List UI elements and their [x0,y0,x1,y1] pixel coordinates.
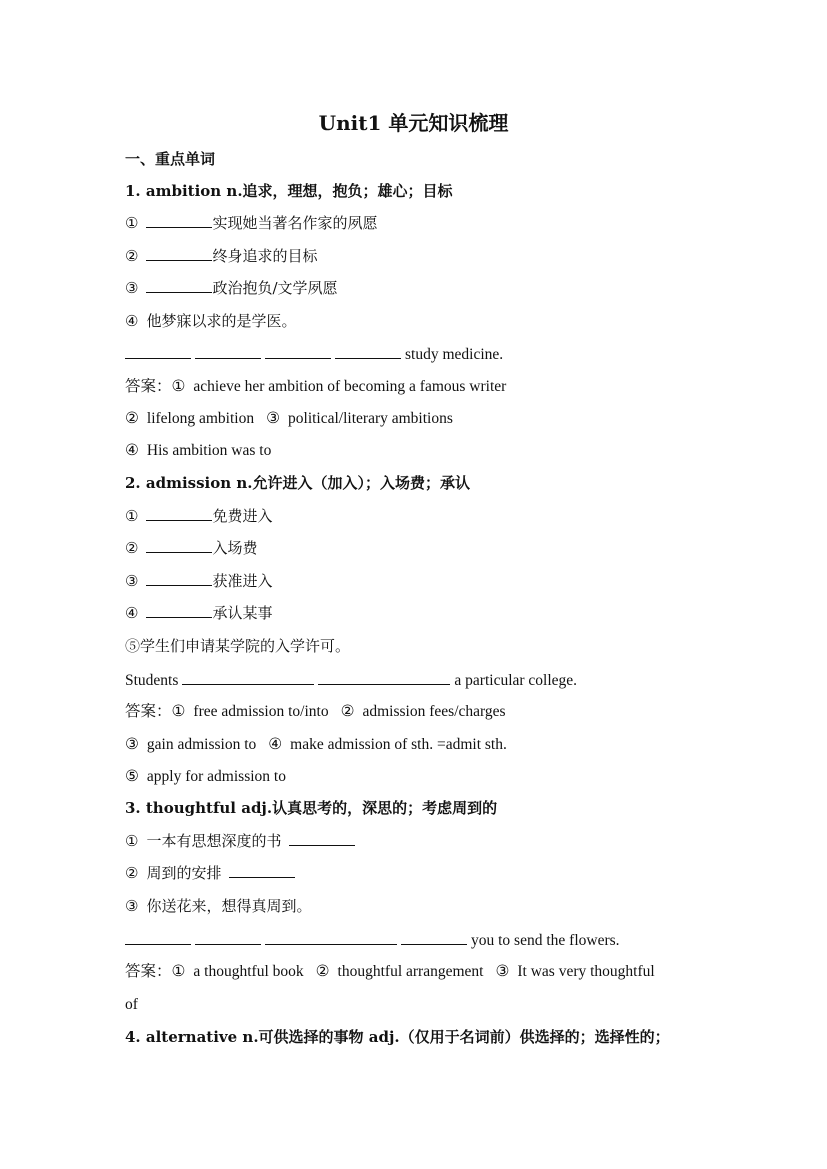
blank-line [182,670,248,685]
sentence-start: Students [125,672,179,689]
blank-line [146,603,212,618]
blank-line [195,344,261,359]
answer-text: lifelong ambition [146,410,255,427]
answer-text: admission fees/charges [362,703,506,720]
answer-text: free admission to/into [193,703,329,720]
blank-line [146,246,212,261]
answer-label: 答案： [125,963,172,980]
item-number: ② [125,247,139,265]
item-text: 一本有思想深度的书 [146,832,282,850]
item-number: ① [125,507,139,525]
sentence-tail: you to send the flowers. [471,932,620,949]
blank-line [146,571,212,586]
item-number: ④ [268,736,283,753]
item-number: ④ [125,442,139,459]
exercise-item [125,831,355,851]
blank-line [146,506,212,521]
answer-line [125,441,271,461]
item-text: 入场费 [212,539,258,557]
blank-line [146,213,212,228]
item-number: ③ [125,572,139,590]
exercise-item [125,311,296,331]
item-text: 实现她当著名作家的夙愿 [212,214,378,232]
blank-line [318,670,384,685]
item-number: ② [340,703,355,720]
item-number: ② [125,539,139,557]
fill-in-sentence [125,344,503,365]
blank-line [146,278,212,293]
answer-label: 答案： [125,378,172,395]
section-heading: 一、重点单词 [125,150,216,168]
item-number: ④ [125,604,139,622]
item-text: 他梦寐以求的是学医。 [146,312,297,330]
blank-line [125,930,191,945]
word-heading-thoughtful: 3. thoughtful adj.认真思考的，深思的；考虑周到的 [125,799,498,817]
answer-text: thoughtful arrangement [337,963,484,980]
answer-label: 答案： [125,703,172,720]
item-text: 终身追求的目标 [212,247,318,265]
item-number: ② [125,864,139,882]
sentence-tail: study medicine. [405,346,504,363]
item-number: ② [125,410,139,427]
item-number: ③ [266,410,281,427]
item-text: 政治抱负/文学夙愿 [212,279,338,297]
answer-text: gain admission to [146,736,257,753]
answer-line [125,409,453,429]
blank-line [331,930,397,945]
answer-continuation: of [125,996,138,1013]
blank-line [248,670,314,685]
answer-text: achieve her ambition of becoming a famous writer [193,378,507,395]
page-title: Unit1 单元知识梳理 [318,111,509,135]
item-number: ③ [125,279,139,297]
blank-line [335,344,401,359]
item-number: ② [315,963,330,980]
answer-text: It was very thoughtful [517,963,655,980]
blank-line [229,863,295,878]
exercise-item [125,863,295,883]
blank-line [289,831,355,846]
answer-text: a thoughtful book [193,963,304,980]
word-heading-alternative: 4. alternative n.可供选择的事物 adj.（仅用于名词前）供选择的；选择性的； [125,1028,670,1046]
exercise-item [125,603,272,623]
exercise-item [125,213,377,233]
blank-line [401,930,467,945]
item-number: ① [171,378,186,395]
word-heading-ambition: 1. ambition n.追求，理想，抱负；雄心；目标 [125,182,453,200]
item-text: 获准进入 [212,572,273,590]
answer-line [125,702,506,722]
item-number: ⑤ [125,768,139,785]
blank-line [146,538,212,553]
exercise-item [125,506,272,526]
item-number: ① [125,214,139,232]
exercise-item [125,896,311,916]
item-text: 你送花来，想得真周到。 [146,897,312,915]
item-number: ① [171,703,186,720]
answer-line [125,377,506,397]
blank-line [384,670,450,685]
item-text: 承认某事 [212,604,273,622]
answer-text: make admission of sth. =admit sth. [290,736,507,753]
fill-in-sentence [125,930,620,951]
answer-line [125,735,507,755]
answer-line [125,767,286,787]
answer-text: political/literary ambitions [288,410,453,427]
exercise-item: ⑤学生们申请某学院的入学许可。 [125,637,351,655]
item-number: ③ [495,963,510,980]
blank-line [195,930,261,945]
blank-line [125,344,191,359]
item-number: ① [171,963,186,980]
exercise-item [125,278,338,298]
item-number: ① [125,832,139,850]
fill-in-sentence [125,670,577,691]
word-heading-admission: 2. admission n.允许进入（加入）；入场费；承认 [125,474,471,492]
answer-text: His ambition was to [146,442,272,459]
blank-line [265,930,331,945]
answer-text: apply for admission to [146,768,286,785]
item-number: ④ [125,312,139,330]
item-number: ③ [125,897,139,915]
exercise-item [125,571,272,591]
exercise-item [125,538,257,558]
blank-line [265,344,331,359]
exercise-item [125,246,317,266]
sentence-tail: a particular college. [454,672,578,689]
item-text: 周到的安排 [146,864,222,882]
item-text: 免费进入 [212,507,273,525]
item-number: ③ [125,736,139,753]
answer-line [125,962,655,982]
